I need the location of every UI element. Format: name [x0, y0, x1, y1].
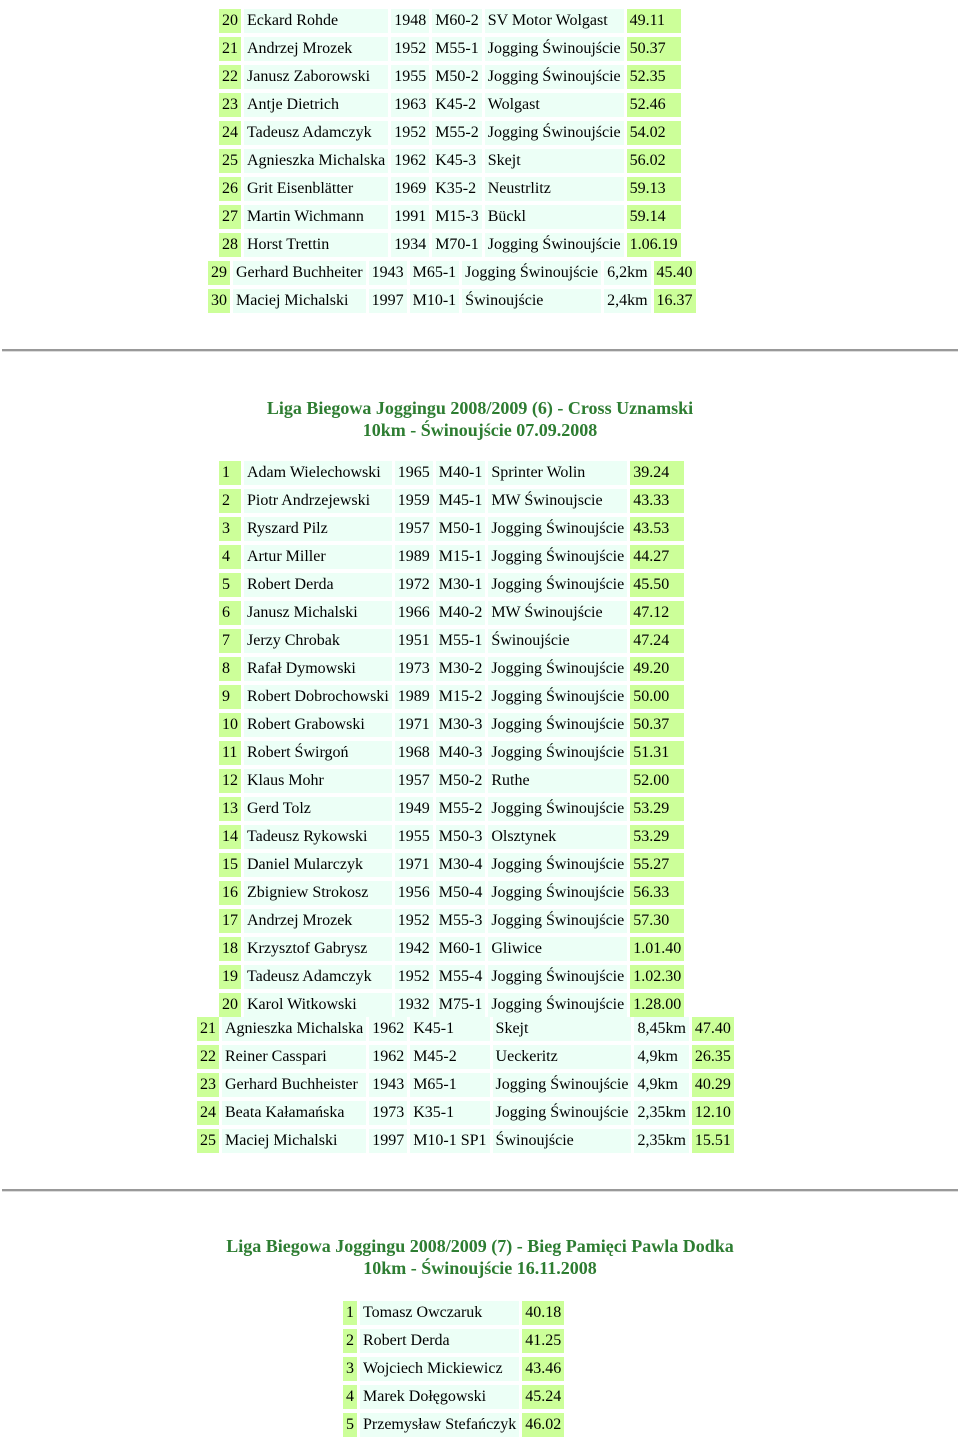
place-cell: 26	[219, 177, 241, 201]
category-cell: M50-4	[436, 881, 486, 905]
club-cell: MW Świnoujście	[488, 601, 627, 625]
result-row	[219, 965, 684, 989]
year-cell: 1962	[369, 1045, 407, 1069]
club-cell: Jogging Świnoujście	[485, 233, 624, 257]
year-cell: 1966	[395, 601, 433, 625]
result-row	[219, 909, 684, 933]
result-row	[219, 937, 684, 961]
name-cell: Andrzej Mrozek	[244, 909, 392, 933]
race-7-title-line2: 10km - Świnoujście 16.11.2008	[363, 1258, 597, 1278]
race-6-title	[0, 397, 960, 441]
place-cell: 16	[219, 881, 241, 905]
time-cell: 16.37	[654, 289, 696, 313]
year-cell: 1957	[395, 769, 433, 793]
name-cell: Adam Wielechowski	[244, 461, 392, 485]
time-cell: 45.40	[654, 261, 696, 285]
time-cell: 1.02.30	[630, 965, 684, 989]
time-cell: 43.46	[522, 1357, 564, 1381]
distance-cell: 4,9km	[634, 1073, 688, 1097]
name-cell: Janusz Michalski	[244, 601, 392, 625]
name-cell: Horst Trettin	[244, 233, 388, 257]
category-cell: K45-2	[432, 93, 482, 117]
result-row	[197, 1073, 734, 1097]
result-row	[197, 1017, 734, 1041]
time-cell: 47.12	[630, 601, 684, 625]
year-cell: 1971	[395, 713, 433, 737]
time-cell: 46.02	[522, 1413, 564, 1437]
club-cell: SV Motor Wolgast	[485, 9, 624, 33]
category-cell: K35-2	[432, 177, 482, 201]
time-cell: 15.51	[692, 1129, 734, 1153]
result-row	[219, 685, 684, 709]
place-cell: 7	[219, 629, 241, 653]
result-row	[208, 289, 696, 313]
name-cell: Przemysław Stefańczyk	[360, 1413, 519, 1437]
place-cell: 4	[219, 545, 241, 569]
place-cell: 24	[197, 1101, 219, 1125]
name-cell: Gerhard Buchheiter	[233, 261, 366, 285]
name-cell: Robert Derda	[244, 573, 392, 597]
place-cell: 1	[343, 1301, 357, 1325]
results-table-3	[340, 1297, 567, 1441]
place-cell: 10	[219, 713, 241, 737]
place-cell: 13	[219, 797, 241, 821]
year-cell: 1948	[391, 9, 429, 33]
year-cell: 1952	[395, 909, 433, 933]
result-row	[219, 601, 684, 625]
club-cell: Jogging Świnoujście	[485, 65, 624, 89]
results-table-1b	[205, 257, 699, 317]
time-cell: 45.24	[522, 1385, 564, 1409]
results-table-1a	[216, 5, 684, 261]
distance-cell: 8,45km	[634, 1017, 688, 1041]
place-cell: 30	[208, 289, 230, 313]
year-cell: 1973	[369, 1101, 407, 1125]
year-cell: 1962	[369, 1017, 407, 1041]
year-cell: 1952	[395, 965, 433, 989]
place-cell: 22	[197, 1045, 219, 1069]
name-cell: Wojciech Mickiewicz	[360, 1357, 519, 1381]
time-cell: 47.24	[630, 629, 684, 653]
result-row	[219, 9, 681, 33]
year-cell: 1991	[391, 205, 429, 229]
result-row	[219, 713, 684, 737]
name-cell: Marek Dołęgowski	[360, 1385, 519, 1409]
result-row	[219, 657, 684, 681]
year-cell: 1934	[391, 233, 429, 257]
time-cell: 52.35	[627, 65, 681, 89]
result-row	[343, 1385, 564, 1409]
category-cell: M40-2	[436, 601, 486, 625]
time-cell: 39.24	[630, 461, 684, 485]
category-cell: M65-1	[410, 1073, 489, 1097]
result-row	[219, 121, 681, 145]
place-cell: 18	[219, 937, 241, 961]
club-cell: Jogging Świnoujście	[485, 121, 624, 145]
place-cell: 3	[343, 1357, 357, 1381]
category-cell: M55-1	[436, 629, 486, 653]
category-cell: M60-1	[436, 937, 486, 961]
distance-cell: 2,35km	[634, 1129, 688, 1153]
name-cell: Janusz Zaborowski	[244, 65, 388, 89]
year-cell: 1968	[395, 741, 433, 765]
category-cell: M15-3	[432, 205, 482, 229]
place-cell: 20	[219, 993, 241, 1017]
place-cell: 1	[219, 461, 241, 485]
place-cell: 19	[219, 965, 241, 989]
club-cell: Jogging Świnoujście	[493, 1101, 632, 1125]
name-cell: Jerzy Chrobak	[244, 629, 392, 653]
place-cell: 5	[343, 1413, 357, 1437]
year-cell: 1951	[395, 629, 433, 653]
place-cell: 21	[219, 37, 241, 61]
club-cell: Jogging Świnoujście	[488, 573, 627, 597]
club-cell: Jogging Świnoujście	[488, 713, 627, 737]
time-cell: 47.40	[692, 1017, 734, 1041]
time-cell: 51.31	[630, 741, 684, 765]
time-cell: 50.00	[630, 685, 684, 709]
result-row	[219, 205, 681, 229]
results-table-2b	[194, 1013, 737, 1157]
name-cell: Agnieszka Michalska	[244, 149, 388, 173]
race-6-title-line1: Liga Biegowa Joggingu 2008/2009 (6) - Cross Uznamski	[266, 398, 694, 418]
result-row	[343, 1301, 564, 1325]
name-cell: Martin Wichmann	[244, 205, 388, 229]
race-7-title	[0, 1235, 960, 1279]
year-cell: 1949	[395, 797, 433, 821]
club-cell: Jogging Świnoujście	[493, 1073, 632, 1097]
name-cell: Eckard Rohde	[244, 9, 388, 33]
result-row	[208, 261, 696, 285]
club-cell: Jogging Świnoujście	[488, 993, 627, 1017]
club-cell: Olsztynek	[488, 825, 627, 849]
category-cell: M50-2	[432, 65, 482, 89]
place-cell: 25	[219, 149, 241, 173]
year-cell: 1972	[395, 573, 433, 597]
name-cell: Andrzej Mrozek	[244, 37, 388, 61]
category-cell: M40-1	[436, 461, 486, 485]
place-cell: 3	[219, 517, 241, 541]
name-cell: Zbigniew Strokosz	[244, 881, 392, 905]
time-cell: 43.33	[630, 489, 684, 513]
category-cell: M55-2	[436, 797, 486, 821]
result-row	[343, 1329, 564, 1353]
time-cell: 40.18	[522, 1301, 564, 1325]
category-cell: K45-1	[410, 1017, 489, 1041]
club-cell: Sprinter Wolin	[488, 461, 627, 485]
name-cell: Tomasz Owczaruk	[360, 1301, 519, 1325]
results-table-2a	[216, 457, 687, 1021]
place-cell: 23	[197, 1073, 219, 1097]
club-cell: Skejt	[485, 149, 624, 173]
year-cell: 1989	[395, 545, 433, 569]
category-cell: M45-1	[436, 489, 486, 513]
result-row	[343, 1357, 564, 1381]
result-row	[197, 1101, 734, 1125]
club-cell: Ueckeritz	[493, 1045, 632, 1069]
name-cell: Daniel Mularczyk	[244, 853, 392, 877]
name-cell: Gerd Tolz	[244, 797, 392, 821]
club-cell: Jogging Świnoujście	[488, 881, 627, 905]
place-cell: 2	[219, 489, 241, 513]
year-cell: 1969	[391, 177, 429, 201]
name-cell: Tadeusz Adamczyk	[244, 121, 388, 145]
result-row	[219, 573, 684, 597]
result-row	[219, 177, 681, 201]
club-cell: Jogging Świnoujście	[488, 741, 627, 765]
time-cell: 45.50	[630, 573, 684, 597]
time-cell: 44.27	[630, 545, 684, 569]
result-row	[219, 741, 684, 765]
name-cell: Grit Eisenblätter	[244, 177, 388, 201]
name-cell: Beata Kałamańska	[222, 1101, 366, 1125]
time-cell: 52.00	[630, 769, 684, 793]
result-row	[219, 769, 684, 793]
year-cell: 1965	[395, 461, 433, 485]
name-cell: Robert Świrgoń	[244, 741, 392, 765]
name-cell: Maciej Michalski	[222, 1129, 366, 1153]
club-cell: Jogging Świnoujście	[488, 909, 627, 933]
place-cell: 20	[219, 9, 241, 33]
club-cell: Neustrlitz	[485, 177, 624, 201]
time-cell: 50.37	[630, 713, 684, 737]
category-cell: M10-1 SP1	[410, 1129, 489, 1153]
result-row	[197, 1129, 734, 1153]
place-cell: 25	[197, 1129, 219, 1153]
year-cell: 1956	[395, 881, 433, 905]
place-cell: 8	[219, 657, 241, 681]
category-cell: M45-2	[410, 1045, 489, 1069]
category-cell: M15-1	[436, 545, 486, 569]
divider-2	[2, 1189, 958, 1192]
category-cell: K45-3	[432, 149, 482, 173]
club-cell: Świnoujście	[488, 629, 627, 653]
year-cell: 1952	[391, 37, 429, 61]
category-cell: M55-4	[436, 965, 486, 989]
time-cell: 52.46	[627, 93, 681, 117]
time-cell: 50.37	[627, 37, 681, 61]
result-row	[343, 1413, 564, 1437]
club-cell: Skejt	[493, 1017, 632, 1041]
year-cell: 1962	[391, 149, 429, 173]
year-cell: 1959	[395, 489, 433, 513]
category-cell: M50-2	[436, 769, 486, 793]
category-cell: K35-1	[410, 1101, 489, 1125]
time-cell: 49.11	[627, 9, 681, 33]
name-cell: Reiner Casspari	[222, 1045, 366, 1069]
place-cell: 21	[197, 1017, 219, 1041]
result-row	[219, 797, 684, 821]
result-row	[219, 233, 681, 257]
year-cell: 1973	[395, 657, 433, 681]
category-cell: M65-1	[410, 261, 460, 285]
name-cell: Tadeusz Adamczyk	[244, 965, 392, 989]
name-cell: Robert Grabowski	[244, 713, 392, 737]
category-cell: M15-2	[436, 685, 486, 709]
place-cell: 28	[219, 233, 241, 257]
category-cell: M55-3	[436, 909, 486, 933]
result-row	[219, 517, 684, 541]
name-cell: Maciej Michalski	[233, 289, 366, 313]
club-cell: MW Świnoujscie	[488, 489, 627, 513]
name-cell: Tadeusz Rykowski	[244, 825, 392, 849]
place-cell: 12	[219, 769, 241, 793]
name-cell: Karol Witkowski	[244, 993, 392, 1017]
place-cell: 29	[208, 261, 230, 285]
club-cell: Jogging Świnoujście	[488, 965, 627, 989]
name-cell: Agnieszka Michalska	[222, 1017, 366, 1041]
time-cell: 26.35	[692, 1045, 734, 1069]
time-cell: 56.02	[627, 149, 681, 173]
category-cell: M10-1	[410, 289, 460, 313]
category-cell: M75-1	[436, 993, 486, 1017]
name-cell: Robert Derda	[360, 1329, 519, 1353]
year-cell: 1942	[395, 937, 433, 961]
club-cell: Jogging Świnoujście	[488, 545, 627, 569]
time-cell: 57.30	[630, 909, 684, 933]
result-row	[219, 149, 681, 173]
name-cell: Krzysztof Gabrysz	[244, 937, 392, 961]
year-cell: 1952	[391, 121, 429, 145]
distance-cell: 2,4km	[604, 289, 650, 313]
time-cell: 1.06.19	[627, 233, 681, 257]
club-cell: Jogging Świnoujście	[488, 797, 627, 821]
name-cell: Gerhard Buchheister	[222, 1073, 366, 1097]
result-row	[219, 853, 684, 877]
result-row	[219, 629, 684, 653]
club-cell: Bückl	[485, 205, 624, 229]
time-cell: 56.33	[630, 881, 684, 905]
result-row	[219, 461, 684, 485]
name-cell: Antje Dietrich	[244, 93, 388, 117]
name-cell: Rafał Dymowski	[244, 657, 392, 681]
distance-cell: 2,35km	[634, 1101, 688, 1125]
name-cell: Ryszard Pilz	[244, 517, 392, 541]
category-cell: M60-2	[432, 9, 482, 33]
category-cell: M40-3	[436, 741, 486, 765]
name-cell: Klaus Mohr	[244, 769, 392, 793]
race-6-title-line2: 10km - Świnoujście 07.09.2008	[362, 420, 598, 440]
time-cell: 59.13	[627, 177, 681, 201]
time-cell: 54.02	[627, 121, 681, 145]
year-cell: 1997	[369, 289, 407, 313]
place-cell: 6	[219, 601, 241, 625]
time-cell: 41.25	[522, 1329, 564, 1353]
result-row	[219, 881, 684, 905]
club-cell: Ruthe	[488, 769, 627, 793]
category-cell: M50-3	[436, 825, 486, 849]
name-cell: Artur Miller	[244, 545, 392, 569]
club-cell: Świnoujście	[462, 289, 601, 313]
club-cell: Jogging Świnoujście	[488, 517, 627, 541]
place-cell: 14	[219, 825, 241, 849]
result-row	[219, 489, 684, 513]
club-cell: Jogging Świnoujście	[462, 261, 601, 285]
year-cell: 1943	[369, 1073, 407, 1097]
category-cell: M30-2	[436, 657, 486, 681]
club-cell: Jogging Świnoujście	[488, 657, 627, 681]
year-cell: 1971	[395, 853, 433, 877]
divider-1	[2, 349, 958, 352]
category-cell: M30-1	[436, 573, 486, 597]
result-row	[197, 1045, 734, 1069]
name-cell: Piotr Andrzejewski	[244, 489, 392, 513]
race-7-title-line1: Liga Biegowa Joggingu 2008/2009 (7) - Bieg Pamięci Pawla Dodka	[226, 1236, 734, 1256]
place-cell: 24	[219, 121, 241, 145]
result-row	[219, 545, 684, 569]
year-cell: 1997	[369, 1129, 407, 1153]
category-cell: M30-3	[436, 713, 486, 737]
time-cell: 59.14	[627, 205, 681, 229]
time-cell: 40.29	[692, 1073, 734, 1097]
category-cell: M70-1	[432, 233, 482, 257]
time-cell: 12.10	[692, 1101, 734, 1125]
club-cell: Jogging Świnoujście	[485, 37, 624, 61]
year-cell: 1963	[391, 93, 429, 117]
category-cell: M55-1	[432, 37, 482, 61]
distance-cell: 6,2km	[604, 261, 650, 285]
time-cell: 53.29	[630, 797, 684, 821]
time-cell: 1.01.40	[630, 937, 684, 961]
place-cell: 23	[219, 93, 241, 117]
place-cell: 11	[219, 741, 241, 765]
year-cell: 1955	[391, 65, 429, 89]
category-cell: M30-4	[436, 853, 486, 877]
place-cell: 17	[219, 909, 241, 933]
place-cell: 5	[219, 573, 241, 597]
club-cell: Wolgast	[485, 93, 624, 117]
distance-cell: 4,9km	[634, 1045, 688, 1069]
result-row	[219, 65, 681, 89]
year-cell: 1989	[395, 685, 433, 709]
year-cell: 1957	[395, 517, 433, 541]
place-cell: 27	[219, 205, 241, 229]
year-cell: 1932	[395, 993, 433, 1017]
place-cell: 22	[219, 65, 241, 89]
place-cell: 4	[343, 1385, 357, 1409]
club-cell: Gliwice	[488, 937, 627, 961]
club-cell: Świnoujście	[493, 1129, 632, 1153]
place-cell: 15	[219, 853, 241, 877]
category-cell: M50-1	[436, 517, 486, 541]
time-cell: 53.29	[630, 825, 684, 849]
result-row	[219, 825, 684, 849]
time-cell: 1.28.00	[630, 993, 684, 1017]
result-row	[219, 93, 681, 117]
name-cell: Robert Dobrochowski	[244, 685, 392, 709]
time-cell: 49.20	[630, 657, 684, 681]
time-cell: 43.53	[630, 517, 684, 541]
year-cell: 1943	[369, 261, 407, 285]
place-cell: 2	[343, 1329, 357, 1353]
result-row	[219, 37, 681, 61]
year-cell: 1955	[395, 825, 433, 849]
place-cell: 9	[219, 685, 241, 709]
club-cell: Jogging Świnoujście	[488, 685, 627, 709]
category-cell: M55-2	[432, 121, 482, 145]
time-cell: 55.27	[630, 853, 684, 877]
club-cell: Jogging Świnoujście	[488, 853, 627, 877]
